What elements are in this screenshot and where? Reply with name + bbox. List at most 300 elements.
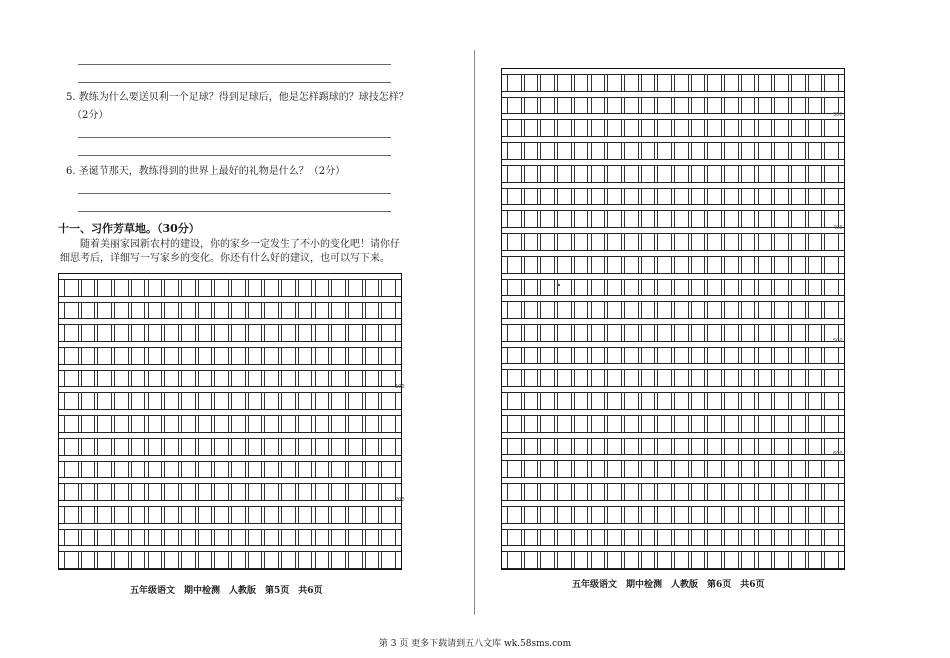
grid-cell[interactable]: [231, 551, 246, 568]
grid-cell[interactable]: [808, 415, 823, 432]
grid-cell[interactable]: [81, 461, 96, 478]
grid-cell[interactable]: [641, 233, 656, 250]
grid-cell[interactable]: [331, 370, 346, 387]
grid-cell[interactable]: [591, 506, 606, 523]
grid-cell[interactable]: [540, 415, 555, 432]
grid-cell[interactable]: [607, 529, 622, 546]
grid-cell[interactable]: [231, 529, 246, 546]
grid-cell[interactable]: [540, 142, 555, 159]
grid-cell[interactable]: [331, 279, 346, 296]
grid-cell[interactable]: [198, 302, 213, 319]
grid-cell[interactable]: [507, 97, 522, 114]
grid-cell[interactable]: [524, 483, 539, 500]
grid-cell[interactable]: [181, 392, 196, 409]
grid-cell[interactable]: [148, 506, 163, 523]
grid-cell[interactable]: [824, 301, 839, 318]
grid-cell[interactable]: [824, 165, 839, 182]
grid-cell[interactable]: [181, 279, 196, 296]
grid-cell[interactable]: [674, 165, 689, 182]
grid-cell[interactable]: [507, 529, 522, 546]
grid-cell[interactable]: [824, 551, 839, 568]
grid-cell[interactable]: [724, 119, 739, 136]
grid-cell[interactable]: [607, 74, 622, 91]
grid-cell[interactable]: [264, 551, 279, 568]
grid-cell[interactable]: [791, 369, 806, 386]
grid-cell[interactable]: [691, 392, 706, 409]
grid-cell[interactable]: [574, 119, 589, 136]
grid-cell[interactable]: [758, 142, 773, 159]
grid-cell[interactable]: [507, 301, 522, 318]
grid-cell[interactable]: [791, 279, 806, 296]
grid-cell[interactable]: [64, 461, 79, 478]
grid-cell[interactable]: [114, 415, 129, 432]
grid-cell[interactable]: [348, 347, 363, 364]
grid-cell[interactable]: [724, 460, 739, 477]
grid-cell[interactable]: [657, 551, 672, 568]
grid-cell[interactable]: [808, 324, 823, 341]
grid-cell[interactable]: [231, 483, 246, 500]
grid-cell[interactable]: [281, 483, 296, 500]
grid-cell[interactable]: [348, 279, 363, 296]
grid-cell[interactable]: [674, 188, 689, 205]
grid-cell[interactable]: [774, 119, 789, 136]
grid-cell[interactable]: [557, 165, 572, 182]
grid-cell[interactable]: [131, 461, 146, 478]
grid-cell[interactable]: [557, 74, 572, 91]
grid-cell[interactable]: [540, 438, 555, 455]
grid-cell[interactable]: [148, 415, 163, 432]
grid-cell[interactable]: [381, 506, 396, 523]
grid-cell[interactable]: [641, 97, 656, 114]
grid-cell[interactable]: [574, 460, 589, 477]
grid-cell[interactable]: [181, 347, 196, 364]
grid-cell[interactable]: [691, 369, 706, 386]
grid-cell[interactable]: [574, 188, 589, 205]
grid-cell[interactable]: [64, 415, 79, 432]
grid-cell[interactable]: [574, 279, 589, 296]
grid-cell[interactable]: [574, 301, 589, 318]
grid-cell[interactable]: [641, 551, 656, 568]
grid-cell[interactable]: [214, 461, 229, 478]
grid-cell[interactable]: [507, 256, 522, 273]
grid-cell[interactable]: [507, 369, 522, 386]
grid-cell[interactable]: [657, 256, 672, 273]
grid-cell[interactable]: [231, 506, 246, 523]
grid-cell[interactable]: [264, 529, 279, 546]
grid-cell[interactable]: [724, 210, 739, 227]
grid-cell[interactable]: [64, 483, 79, 500]
grid-cell[interactable]: [164, 483, 179, 500]
grid-cell[interactable]: [641, 438, 656, 455]
grid-cell[interactable]: [114, 551, 129, 568]
grid-cell[interactable]: [114, 347, 129, 364]
grid-cell[interactable]: [791, 233, 806, 250]
grid-cell[interactable]: [808, 210, 823, 227]
grid-cell[interactable]: [574, 256, 589, 273]
grid-cell[interactable]: [507, 483, 522, 500]
grid-cell[interactable]: [691, 301, 706, 318]
grid-cell[interactable]: [524, 256, 539, 273]
grid-cell[interactable]: [557, 415, 572, 432]
grid-cell[interactable]: [331, 506, 346, 523]
grid-cell[interactable]: [557, 392, 572, 409]
grid-cell[interactable]: [114, 506, 129, 523]
grid-cell[interactable]: [198, 529, 213, 546]
grid-cell[interactable]: [214, 506, 229, 523]
grid-cell[interactable]: [348, 370, 363, 387]
grid-cell[interactable]: [557, 483, 572, 500]
grid-cell[interactable]: [164, 392, 179, 409]
grid-cell[interactable]: [148, 438, 163, 455]
grid-cell[interactable]: [824, 97, 839, 114]
grid-cell[interactable]: [607, 415, 622, 432]
grid-cell[interactable]: [281, 415, 296, 432]
grid-cell[interactable]: [591, 301, 606, 318]
grid-cell[interactable]: [114, 392, 129, 409]
grid-cell[interactable]: [381, 370, 396, 387]
grid-cell[interactable]: [808, 551, 823, 568]
grid-cell[interactable]: [674, 551, 689, 568]
grid-cell[interactable]: [557, 142, 572, 159]
grid-cell[interactable]: [540, 324, 555, 341]
grid-cell[interactable]: [540, 392, 555, 409]
grid-cell[interactable]: [641, 483, 656, 500]
grid-cell[interactable]: [81, 279, 96, 296]
grid-cell[interactable]: [758, 347, 773, 364]
grid-cell[interactable]: [758, 210, 773, 227]
grid-cell[interactable]: [557, 210, 572, 227]
grid-cell[interactable]: [591, 279, 606, 296]
grid-cell[interactable]: [591, 210, 606, 227]
grid-cell[interactable]: [198, 324, 213, 341]
grid-cell[interactable]: [774, 529, 789, 546]
grid-cell[interactable]: [707, 347, 722, 364]
grid-cell[interactable]: [691, 279, 706, 296]
grid-cell[interactable]: [281, 551, 296, 568]
grid-cell[interactable]: [591, 438, 606, 455]
grid-cell[interactable]: [707, 483, 722, 500]
grid-cell[interactable]: [774, 347, 789, 364]
grid-cell[interactable]: [148, 483, 163, 500]
grid-cell[interactable]: [724, 97, 739, 114]
grid-cell[interactable]: [281, 302, 296, 319]
grid-cell[interactable]: [607, 210, 622, 227]
grid-cell[interactable]: [381, 392, 396, 409]
grid-cell[interactable]: [365, 302, 380, 319]
grid-cell[interactable]: [674, 256, 689, 273]
grid-cell[interactable]: [540, 369, 555, 386]
grid-cell[interactable]: [97, 506, 112, 523]
grid-cell[interactable]: [624, 438, 639, 455]
grid-cell[interactable]: [298, 324, 313, 341]
grid-cell[interactable]: [707, 529, 722, 546]
grid-cell[interactable]: [674, 415, 689, 432]
grid-cell[interactable]: [741, 165, 756, 182]
grid-cell[interactable]: [707, 279, 722, 296]
grid-cell[interactable]: [791, 97, 806, 114]
grid-cell[interactable]: [657, 301, 672, 318]
grid-cell[interactable]: [774, 233, 789, 250]
grid-cell[interactable]: [557, 324, 572, 341]
grid-cell[interactable]: [248, 506, 263, 523]
grid-cell[interactable]: [674, 74, 689, 91]
grid-cell[interactable]: [657, 483, 672, 500]
grid-cell[interactable]: [365, 483, 380, 500]
grid-cell[interactable]: [707, 74, 722, 91]
grid-cell[interactable]: [641, 347, 656, 364]
grid-cell[interactable]: [691, 233, 706, 250]
grid-cell[interactable]: [824, 119, 839, 136]
grid-cell[interactable]: [281, 506, 296, 523]
grid-cell[interactable]: [707, 210, 722, 227]
grid-cell[interactable]: [181, 324, 196, 341]
grid-cell[interactable]: [707, 233, 722, 250]
grid-cell[interactable]: [231, 415, 246, 432]
grid-cell[interactable]: [641, 324, 656, 341]
grid-cell[interactable]: [641, 369, 656, 386]
grid-cell[interactable]: [808, 347, 823, 364]
grid-cell[interactable]: [231, 324, 246, 341]
grid-cell[interactable]: [808, 369, 823, 386]
grid-cell[interactable]: [641, 415, 656, 432]
grid-cell[interactable]: [808, 233, 823, 250]
grid-cell[interactable]: [64, 529, 79, 546]
grid-cell[interactable]: [114, 279, 129, 296]
grid-cell[interactable]: [524, 415, 539, 432]
grid-cell[interactable]: [741, 74, 756, 91]
grid-cell[interactable]: [741, 483, 756, 500]
grid-cell[interactable]: [574, 324, 589, 341]
grid-cell[interactable]: [540, 279, 555, 296]
grid-cell[interactable]: [524, 347, 539, 364]
grid-cell[interactable]: [81, 438, 96, 455]
grid-cell[interactable]: [148, 551, 163, 568]
grid-cell[interactable]: [181, 415, 196, 432]
grid-cell[interactable]: [574, 165, 589, 182]
grid-cell[interactable]: [691, 97, 706, 114]
grid-cell[interactable]: [591, 369, 606, 386]
grid-cell[interactable]: [331, 415, 346, 432]
grid-cell[interactable]: [574, 74, 589, 91]
grid-cell[interactable]: [281, 347, 296, 364]
grid-cell[interactable]: [758, 415, 773, 432]
grid-cell[interactable]: [624, 529, 639, 546]
grid-cell[interactable]: [81, 302, 96, 319]
grid-cell[interactable]: [607, 301, 622, 318]
grid-cell[interactable]: [524, 324, 539, 341]
grid-cell[interactable]: [824, 392, 839, 409]
grid-cell[interactable]: [331, 324, 346, 341]
grid-cell[interactable]: [657, 165, 672, 182]
grid-cell[interactable]: [264, 415, 279, 432]
grid-cell[interactable]: [624, 97, 639, 114]
grid-cell[interactable]: [524, 301, 539, 318]
grid-cell[interactable]: [557, 279, 572, 296]
grid-cell[interactable]: [315, 506, 330, 523]
grid-cell[interactable]: [691, 142, 706, 159]
grid-cell[interactable]: [507, 551, 522, 568]
grid-cell[interactable]: [97, 347, 112, 364]
grid-cell[interactable]: [198, 279, 213, 296]
grid-cell[interactable]: [574, 415, 589, 432]
grid-cell[interactable]: [381, 483, 396, 500]
grid-cell[interactable]: [164, 461, 179, 478]
grid-cell[interactable]: [248, 461, 263, 478]
grid-cell[interactable]: [707, 97, 722, 114]
grid-cell[interactable]: [64, 438, 79, 455]
grid-cell[interactable]: [198, 347, 213, 364]
grid-cell[interactable]: [315, 324, 330, 341]
grid-cell[interactable]: [524, 438, 539, 455]
grid-cell[interactable]: [707, 188, 722, 205]
grid-cell[interactable]: [331, 529, 346, 546]
grid-cell[interactable]: [131, 438, 146, 455]
grid-cell[interactable]: [557, 233, 572, 250]
grid-cell[interactable]: [524, 529, 539, 546]
grid-cell[interactable]: [808, 506, 823, 523]
grid-cell[interactable]: [674, 119, 689, 136]
grid-cell[interactable]: [624, 210, 639, 227]
grid-cell[interactable]: [331, 347, 346, 364]
grid-cell[interactable]: [198, 392, 213, 409]
grid-cell[interactable]: [741, 188, 756, 205]
grid-cell[interactable]: [674, 460, 689, 477]
grid-cell[interactable]: [198, 438, 213, 455]
grid-cell[interactable]: [540, 460, 555, 477]
grid-cell[interactable]: [198, 506, 213, 523]
grid-cell[interactable]: [231, 370, 246, 387]
grid-cell[interactable]: [348, 392, 363, 409]
grid-cell[interactable]: [131, 324, 146, 341]
grid-cell[interactable]: [724, 279, 739, 296]
grid-cell[interactable]: [691, 415, 706, 432]
grid-cell[interactable]: [641, 188, 656, 205]
grid-cell[interactable]: [808, 74, 823, 91]
grid-cell[interactable]: [591, 415, 606, 432]
grid-cell[interactable]: [381, 324, 396, 341]
grid-cell[interactable]: [674, 347, 689, 364]
grid-cell[interactable]: [248, 551, 263, 568]
grid-cell[interactable]: [607, 347, 622, 364]
grid-cell[interactable]: [181, 438, 196, 455]
grid-cell[interactable]: [97, 302, 112, 319]
grid-cell[interactable]: [791, 438, 806, 455]
grid-cell[interactable]: [574, 392, 589, 409]
grid-cell[interactable]: [331, 302, 346, 319]
grid-cell[interactable]: [148, 279, 163, 296]
grid-cell[interactable]: [281, 392, 296, 409]
grid-cell[interactable]: [724, 506, 739, 523]
grid-cell[interactable]: [365, 551, 380, 568]
grid-cell[interactable]: [624, 256, 639, 273]
grid-cell[interactable]: [657, 233, 672, 250]
grid-cell[interactable]: [348, 438, 363, 455]
grid-cell[interactable]: [64, 506, 79, 523]
grid-cell[interactable]: [791, 551, 806, 568]
grid-cell[interactable]: [507, 392, 522, 409]
grid-cell[interactable]: [774, 165, 789, 182]
grid-cell[interactable]: [707, 438, 722, 455]
grid-cell[interactable]: [607, 483, 622, 500]
grid-cell[interactable]: [348, 324, 363, 341]
grid-cell[interactable]: [81, 370, 96, 387]
grid-cell[interactable]: [81, 324, 96, 341]
grid-cell[interactable]: [791, 483, 806, 500]
grid-cell[interactable]: [741, 438, 756, 455]
grid-cell[interactable]: [774, 188, 789, 205]
grid-cell[interactable]: [97, 392, 112, 409]
grid-cell[interactable]: [824, 233, 839, 250]
grid-cell[interactable]: [691, 210, 706, 227]
grid-cell[interactable]: [131, 370, 146, 387]
grid-cell[interactable]: [607, 279, 622, 296]
grid-cell[interactable]: [214, 370, 229, 387]
grid-cell[interactable]: [231, 347, 246, 364]
grid-cell[interactable]: [724, 369, 739, 386]
grid-cell[interactable]: [591, 142, 606, 159]
grid-cell[interactable]: [607, 97, 622, 114]
grid-cell[interactable]: [81, 347, 96, 364]
grid-cell[interactable]: [724, 347, 739, 364]
grid-cell[interactable]: [691, 438, 706, 455]
grid-cell[interactable]: [331, 483, 346, 500]
grid-cell[interactable]: [114, 370, 129, 387]
grid-cell[interactable]: [824, 279, 839, 296]
grid-cell[interactable]: [264, 461, 279, 478]
grid-cell[interactable]: [657, 324, 672, 341]
grid-cell[interactable]: [674, 392, 689, 409]
grid-cell[interactable]: [540, 97, 555, 114]
grid-cell[interactable]: [557, 529, 572, 546]
grid-cell[interactable]: [824, 188, 839, 205]
grid-cell[interactable]: [657, 347, 672, 364]
grid-cell[interactable]: [774, 279, 789, 296]
grid-cell[interactable]: [507, 415, 522, 432]
grid-cell[interactable]: [674, 324, 689, 341]
grid-cell[interactable]: [591, 188, 606, 205]
grid-cell[interactable]: [758, 233, 773, 250]
grid-cell[interactable]: [607, 551, 622, 568]
grid-cell[interactable]: [808, 97, 823, 114]
grid-cell[interactable]: [641, 256, 656, 273]
grid-cell[interactable]: [524, 210, 539, 227]
grid-cell[interactable]: [641, 74, 656, 91]
grid-cell[interactable]: [331, 551, 346, 568]
grid-cell[interactable]: [164, 302, 179, 319]
grid-cell[interactable]: [657, 142, 672, 159]
grid-cell[interactable]: [808, 165, 823, 182]
grid-cell[interactable]: [198, 461, 213, 478]
grid-cell[interactable]: [315, 461, 330, 478]
grid-cell[interactable]: [97, 461, 112, 478]
grid-cell[interactable]: [81, 483, 96, 500]
grid-cell[interactable]: [148, 324, 163, 341]
grid-cell[interactable]: [97, 324, 112, 341]
grid-cell[interactable]: [164, 529, 179, 546]
grid-cell[interactable]: [365, 415, 380, 432]
grid-cell[interactable]: [791, 415, 806, 432]
grid-cell[interactable]: [624, 119, 639, 136]
grid-cell[interactable]: [97, 438, 112, 455]
grid-cell[interactable]: [741, 347, 756, 364]
grid-cell[interactable]: [574, 97, 589, 114]
grid-cell[interactable]: [64, 347, 79, 364]
grid-cell[interactable]: [674, 506, 689, 523]
grid-cell[interactable]: [607, 119, 622, 136]
grid-cell[interactable]: [641, 142, 656, 159]
grid-cell[interactable]: [657, 279, 672, 296]
grid-cell[interactable]: [607, 233, 622, 250]
